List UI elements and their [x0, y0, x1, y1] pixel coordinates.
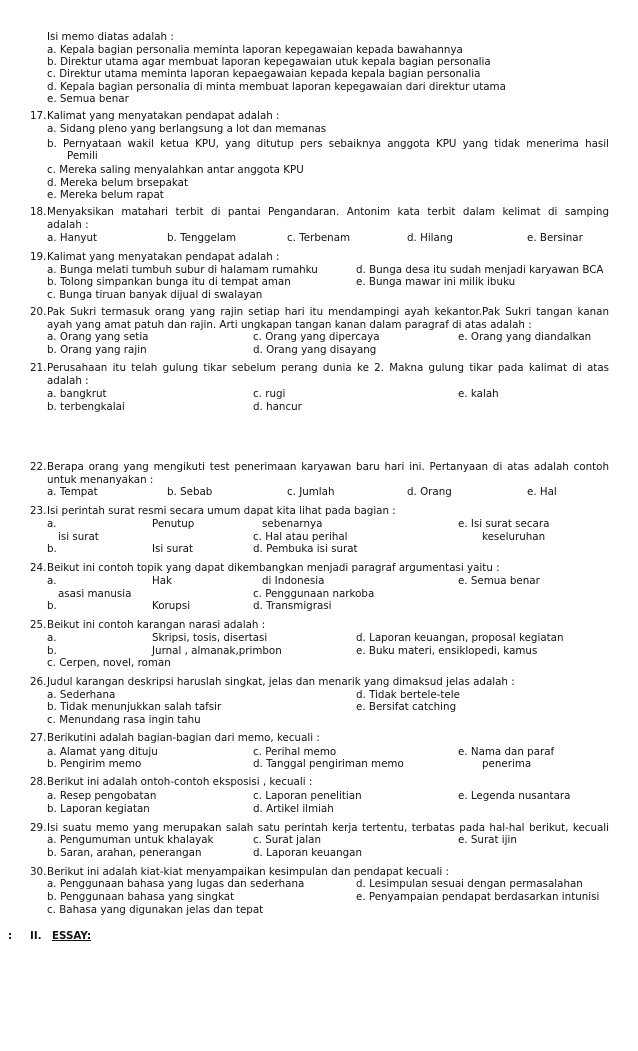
q23-option-e-cont: keseluruhan [482, 531, 546, 543]
q18-option-c: c. Terbenam [287, 232, 351, 244]
q28-option-c: c. Laporan penelitian [253, 790, 362, 802]
q27-number: 27. [30, 732, 47, 744]
q20-stem-cont: ayah yang amat patuh dan rajin. Arti ungkapan tangan kanan dalam paragraf di atas adalah : [47, 319, 532, 331]
q21-option-c: c. rugi [253, 388, 286, 400]
q25-option-b-text: Jurnal , almanak,primbon [152, 645, 282, 657]
q25-option-b-letter: b. [47, 645, 57, 657]
q21-number: 21. [30, 362, 47, 374]
q22-option-e: e. Hal [527, 486, 557, 498]
q26-option-a: a. Sederhana [47, 689, 116, 701]
q30-option-b: b. Penggunaan bahasa yang singkat [47, 891, 235, 903]
q22-stem-cont: untuk menanyakan : [47, 474, 154, 486]
q30-stem: Berikut ini adalah kiat-kiat menyampaikan kesimpulan dan pendapat kecuali : [47, 866, 450, 878]
q25-option-e: e. Buku materi, ensiklopedi, kamus [356, 645, 538, 657]
q29-option-d: d. Laporan keuangan [253, 847, 362, 859]
q23-option-e: e. Isi surat secara [458, 518, 550, 530]
essay-colon: : [8, 930, 13, 942]
q30-option-a: a. Penggunaan bahasa yang lugas dan sederhana [47, 878, 305, 890]
q28-number: 28. [30, 776, 47, 788]
q29-option-a: a. Pengumuman untuk khalayak [47, 834, 214, 846]
q21-stem-cont: adalah : [47, 375, 89, 387]
q22-option-b: b. Sebab [167, 486, 213, 498]
q17-option-b-cont: Pemili [67, 150, 98, 162]
q17-option-b: b. Pernyataan wakil ketua KPU, yang ditutup pers sebaiknya anggota KPU yang tidak menerima hasil [47, 138, 609, 150]
q30-option-e: e. Penyampaian pendapat berdasarkan intunisi [356, 891, 600, 903]
q19-option-a: a. Bunga melati tumbuh subur di halamam rumahku [47, 264, 318, 276]
q27-option-d: d. Tanggal pengiriman memo [253, 758, 404, 770]
q19-number: 19. [30, 251, 47, 263]
q16-option-d: d. Kepala bagian personalia di minta membuat laporan kepegawaian dari direktur utama [47, 81, 506, 93]
q23-option-b-text: Isi surat [152, 543, 194, 555]
q24-option-b-letter: b. [47, 600, 57, 612]
q25-option-a-text: Skripsi, tosis, disertasi [152, 632, 268, 644]
q23-option-b-letter: b. [47, 543, 57, 555]
q22-stem: Berapa orang yang mengikuti test penerimaan karyawan baru hari ini. Pertanyaan di atas adalah contoh [47, 461, 609, 473]
q17-option-c: c. Mereka saling menyalahkan antar anggota KPU [47, 164, 304, 176]
q16-option-b: b. Direktur utama agar membuat laporan kepegawaian utuk kepala bagian personalia [47, 56, 491, 68]
q26-number: 26. [30, 676, 47, 688]
q28-stem: Berikut ini adalah ontoh-contoh eksposisi , kecuali : [47, 776, 313, 788]
essay-roman-numeral: II. [30, 930, 42, 942]
q18-option-a: a. Hanyut [47, 232, 98, 244]
q27-option-c: c. Perihal memo [253, 746, 337, 758]
q24-option-a-text: Hak [152, 575, 173, 587]
q17-number: 17. [30, 110, 47, 122]
q23-option-a-text: Penutup [152, 518, 195, 530]
q28-option-b: b. Laporan kegiatan [47, 803, 150, 815]
q25-option-c: c. Cerpen, novel, roman [47, 657, 171, 669]
q17-option-e: e. Mereka belum rapat [47, 189, 164, 201]
q24-option-a-text-3: asasi manusia [58, 588, 132, 600]
q22-option-a: a. Tempat [47, 486, 98, 498]
q21-option-b: b. terbengkalai [47, 401, 125, 413]
q16-option-c: c. Direktur utama meminta laporan kepaegawaian kepada kepala bagian personalia [47, 68, 481, 80]
q29-option-b: b. Saran, arahan, penerangan [47, 847, 202, 859]
q24-option-b-text: Korupsi [152, 600, 191, 612]
q23-option-a-letter: a. [47, 518, 57, 530]
q23-option-a-text-2: sebenarnya [262, 518, 323, 530]
q27-option-e-cont: penerima [482, 758, 532, 770]
q19-option-b: b. Tolong simpankan bunga itu di tempat aman [47, 276, 291, 288]
q22-option-c: c. Jumlah [287, 486, 335, 498]
q17-option-d: d. Mereka belum brsepakat [47, 177, 189, 189]
q26-option-e: e. Bersifat catching [356, 701, 457, 713]
q18-stem: Menyaksikan matahari terbit di pantai Pengandaran. Antonim kata terbit dalam kelimat di samping [47, 206, 609, 218]
q23-option-a-text-3: isi surat [58, 531, 99, 543]
q25-number: 25. [30, 619, 47, 631]
q20-number: 20. [30, 306, 47, 318]
q25-option-a-letter: a. [47, 632, 57, 644]
q18-number: 18. [30, 206, 47, 218]
q20-option-c: c. Orang yang dipercaya [253, 331, 380, 343]
q21-option-d: d. hancur [253, 401, 302, 413]
q30-option-c: c. Bahasa yang digunakan jelas dan tepat [47, 904, 264, 916]
q20-option-e: e. Orang yang diandalkan [458, 331, 592, 343]
q28-option-e: e. Legenda nusantara [458, 790, 571, 802]
q24-option-c: c. Penggunaan narkoba [253, 588, 375, 600]
q30-number: 30. [30, 866, 47, 878]
q29-stem: Isi suatu memo yang merupakan salah satu perintah kerja tertentu, terbatas pada hal-hal berikut, kecuali [47, 822, 609, 834]
q22-number: 22. [30, 461, 47, 473]
q26-option-c: c. Menundang rasa ingin tahu [47, 714, 201, 726]
q25-option-d: d. Laporan keuangan, proposal kegiatan [356, 632, 564, 644]
q29-option-c: c. Surat jalan [253, 834, 321, 846]
q16-option-a: a. Kepala bagian personalia meminta laporan kepegawaian kepada bawahannya [47, 44, 463, 56]
q19-stem: Kalimat yang menyatakan pendapat adalah : [47, 251, 280, 263]
q18-option-e: e. Bersinar [527, 232, 583, 244]
q23-stem: Isi perintah surat resmi secara umum dapat kita lihat pada bagian : [47, 505, 396, 517]
q24-option-e: e. Semua benar [458, 575, 540, 587]
q24-option-a-letter: a. [47, 575, 57, 587]
q29-option-e: e. Surat ijin [458, 834, 517, 846]
q28-option-d: d. Artikel ilmiah [253, 803, 334, 815]
q20-option-a: a. Orang yang setia [47, 331, 149, 343]
q24-number: 24. [30, 562, 47, 574]
q23-option-d: d. Pembuka isi surat [253, 543, 358, 555]
q29-number: 29. [30, 822, 47, 834]
q21-option-a: a. bangkrut [47, 388, 107, 400]
q21-stem: Perusahaan itu telah gulung tikar sebelum perang dunia ke 2. Makna gulung tikar pada kalimat di atas [47, 362, 609, 374]
q19-option-d: d. Bunga desa itu sudah menjadi karyawan BCA [356, 264, 604, 276]
q26-stem: Judul karangan deskripsi haruslah singkat, jelas dan menarik yang dimaksud jelas adalah : [47, 676, 515, 688]
q24-stem: Beikut ini contoh topik yang dapat dikembangkan menjadi paragraf argumentasi yaitu : [47, 562, 500, 574]
q26-option-d: d. Tidak bertele-tele [356, 689, 460, 701]
q26-option-b: b. Tidak menunjukkan salah tafsir [47, 701, 222, 713]
q22-option-d: d. Orang [407, 486, 452, 498]
q23-option-c: c. Hal atau perihal [253, 531, 348, 543]
q24-option-a-text-2: di Indonesia [262, 575, 325, 587]
q19-option-c: c. Bunga tiruan banyak dijual di swalayan [47, 289, 263, 301]
q27-option-a: a. Alamat yang dituju [47, 746, 158, 758]
q27-option-e: e. Nama dan paraf [458, 746, 555, 758]
q24-option-d: d. Transmigrasi [253, 600, 332, 612]
q20-option-d: d. Orang yang disayang [253, 344, 377, 356]
q28-option-a: a. Resep pengobatan [47, 790, 157, 802]
q27-stem: Berikutini adalah bagian-bagian dari memo, kecuali : [47, 732, 320, 744]
q19-option-e: e. Bunga mawar ini milik ibuku [356, 276, 516, 288]
q17-stem: Kalimat yang menyatakan pendapat adalah : [47, 110, 280, 122]
q16-option-e: e. Semua benar [47, 93, 129, 105]
q23-number: 23. [30, 505, 47, 517]
q30-option-d: d. Lesimpulan sesuai dengan permasalahan [356, 878, 583, 890]
q18-stem-cont: adalah : [47, 219, 89, 231]
q21-option-e: e. kalah [458, 388, 499, 400]
q17-option-a: a. Sidang pleno yang berlangsung a lot dan memanas [47, 123, 327, 135]
q20-stem: Pak Sukri termasuk orang yang rajin setiap hari itu mendampingi ayah kekantor.Pak Sukri tangan kanan [47, 306, 609, 318]
q27-option-b: b. Pengirim memo [47, 758, 142, 770]
q25-stem: Beikut ini contoh karangan narasi adalah : [47, 619, 266, 631]
q16-stem: Isi memo diatas adalah : [47, 31, 174, 43]
q18-option-d: d. Hilang [407, 232, 453, 244]
essay-heading: ESSAY: [52, 930, 92, 942]
q18-option-b: b. Tenggelam [167, 232, 237, 244]
q20-option-b: b. Orang yang rajin [47, 344, 147, 356]
